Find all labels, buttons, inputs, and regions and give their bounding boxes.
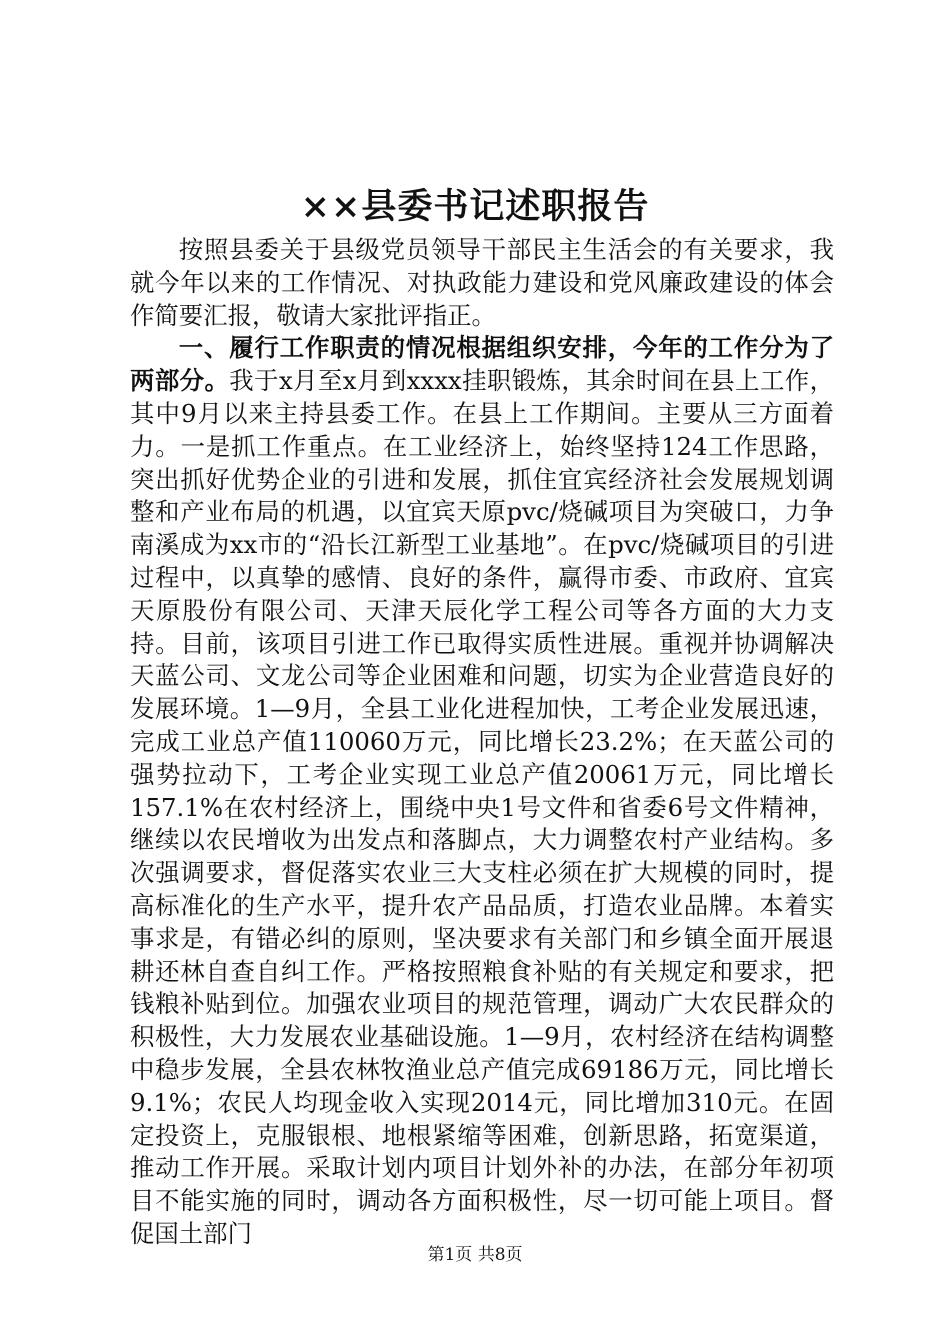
intro-paragraph — [130, 234, 834, 332]
section-one-heading: 一、履行工作职责的情况根据组织安排，今年的工作分为了两部分。 — [130, 333, 834, 396]
section-one-paragraph — [130, 332, 834, 1250]
document-body — [130, 234, 834, 1251]
page-footer: 第1页 共8页 — [427, 1245, 523, 1265]
section-one-text: 我于x月至x月到xxxx挂职锻炼，其余时间在县上工作，其中9月以来主持县委工作。在县上工作期间。主要从三方面着力。一是抓工作重点。在工业经济上，始终坚持124工作思路，突出抓好优势企业的引进和发展，抓住宜宾经济社会发展规划调整和产业布局的机遇，以宜宾天原pvc/烧碱项目为突破口，力争南溪成为xx市的“沿长江新型工业基地”。在pvc/烧碱项目的引进过程中，以真挚的感情、良好的条件，赢得市委、市政府、宜宾天原股份有限公司、天津天辰化学工程公司等各方面的大力支持。目前，该项目引进工作已取得实质性进展。重视并协调解决天蓝公司、文龙公司等企业困难和问题，切实为企业营造良好的发展环境。1—9月，全县工业化进程加快，工考企业发展迅速，完成工业总产值110060万元，同比增长23.2%；在天蓝公司的强势拉动下，工考企业实现工业总产值20061万元，同比增长157.1%在农村经济上，围绕中央1号文件和省委6号文件精神，继续以农民增收为出发点和落脚点，大力调整农村产业结构。多次强调要求，督促落实农业三大支柱必须在扩大规模的同时，提高标准化的生产水平，提升农产品品质，打造农业品牌。本着实事求是，有错必纠的原则，坚决要求有关部门和乡镇全面开展退耕还林自查自纠工作。严格按照粮食补贴的有关规定和要求，把钱粮补贴到位。加强农业项目的规范管理，调动广大农民群众的积极性，大力发展农业基础设施。1—9月，农村经济在结构调整中稳步发展，全县农林牧渔业总产值完成69186万元，同比增长9.1%；农民人均现金收入实现2014元，同比增加310元。在固定投资上，克服银根、地根紧缩等困难，创新思路，拓宽渠道，推动工作开展。采取计划内项目计划外补的办法，在部分年初项目不能实施的同时，调动各方面积极性，尽一切可能上项目。督促国土部门 — [130, 366, 834, 1248]
document-title: ××县委书记述职报告 — [300, 186, 650, 227]
intro-paragraph-text: 按照县委关于县级党员领导干部民主生活会的有关要求，我就今年以来的工作情况、对执政能力建设和党风廉政建设的体会作简要汇报，敬请大家批评指正。 — [130, 235, 834, 330]
